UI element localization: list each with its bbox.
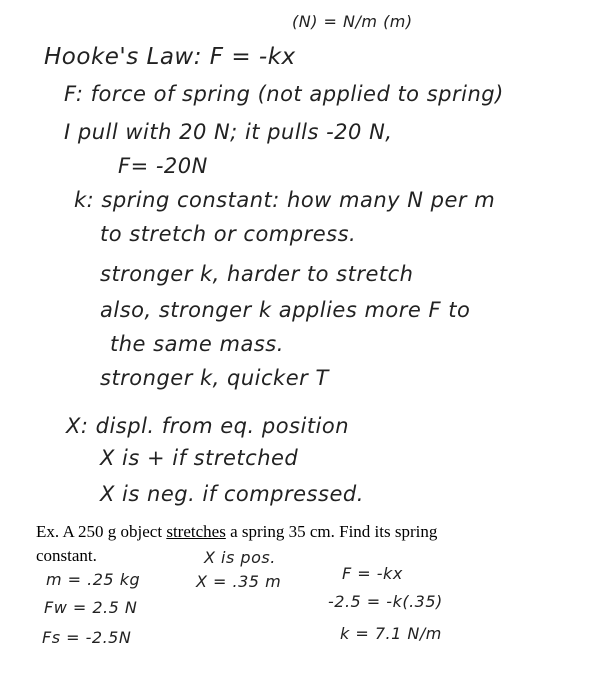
x-value: X = .35 m (196, 572, 282, 591)
spring-constant-definition: k: spring constant: how many N per m (74, 188, 496, 212)
example-prefix: Ex. A 250 g object (36, 522, 167, 541)
stronger-k-period: stronger k, quicker T (100, 366, 329, 390)
example-line-2: constant. (36, 546, 97, 565)
x-negative-note: X is neg. if compressed. (100, 482, 364, 506)
x-is-positive: X is pos. (204, 548, 276, 567)
force-definition: F: force of spring (not applied to spring) (64, 82, 504, 106)
example-line-1 (36, 522, 437, 542)
x-positive-note: X is + if stretched (100, 446, 299, 470)
equation-hookes-law: F = -kx (342, 564, 403, 583)
spring-constant-definition-cont: to stretch or compress. (100, 222, 357, 246)
mass-value: m = .25 kg (46, 570, 141, 589)
example-suffix: a spring 35 cm. Find its spring (225, 522, 438, 541)
example-underlined: stretches (166, 522, 226, 541)
force-example: I pull with 20 N; it pulls -20 N, (64, 120, 393, 144)
same-mass: the same mass. (110, 332, 284, 356)
displacement-definition: X: displ. from eq. position (66, 414, 350, 438)
hookes-law-title: Hooke's Law: F = -kx (44, 44, 296, 70)
stronger-k-stretch: stronger k, harder to stretch (100, 262, 414, 286)
spring-force-value: Fs = -2.5N (42, 628, 132, 647)
equation-result: k = 7.1 N/m (340, 624, 442, 643)
force-example-result: F= -20N (118, 154, 208, 178)
equation-substituted: -2.5 = -k(.35) (328, 592, 443, 611)
weight-force-value: Fw = 2.5 N (44, 598, 138, 617)
units-line: (N) = N/m (m) (292, 12, 413, 31)
stronger-k-force: also, stronger k applies more F to (100, 298, 471, 322)
